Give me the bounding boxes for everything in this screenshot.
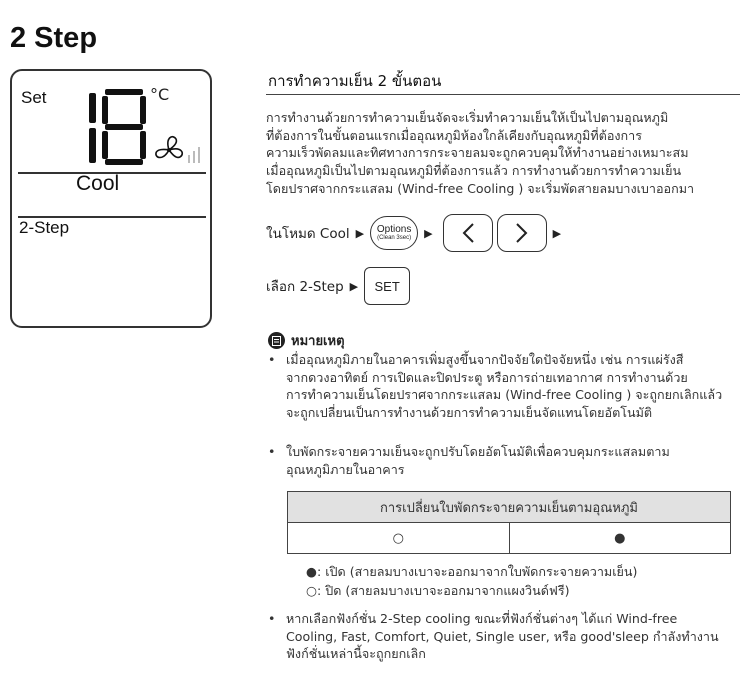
intro-line: การทำงานด้วยการทำความเย็นจัดจะเริ่มทำความเย็นให้เป็นไปตามอุณหภูมิ — [266, 110, 669, 125]
bullet-line: จะถูกเปลี่ยนเป็นการทำงานด้วยการทำความเย็นจัดแทนโดยอัตโนมัติ — [286, 404, 653, 420]
note-bullet — [268, 351, 746, 421]
note-heading-text: หมายเหตุ — [291, 334, 345, 349]
intro-line: โดยปราศจากกระแสลม (Wind-free Cooling ) จะเริ่มพัดสายลมบางเบาออกมา — [266, 180, 695, 196]
left-button[interactable] — [443, 214, 493, 252]
legend-off: ○: ปิด (สายลมบางเบาจะออกมาจากแผงวินด์ฟรี) — [306, 583, 570, 598]
note-bullet — [268, 610, 746, 663]
options-button-sublabel: (Clean 3sec) — [377, 235, 412, 241]
vane-table-header: การเปลี่ยนใบพัดกระจายความเย็นตามอุณหภูมิ — [288, 492, 731, 523]
step-row-2 — [266, 267, 410, 305]
options-button[interactable] — [370, 216, 418, 250]
bullet-line: จากดวงอาทิตย์ การเปิดและปิดประตู หรือการถ่ายเทอากาศ การทำงานด้วย — [286, 369, 688, 385]
arrow-right-icon: ▶ — [424, 226, 433, 240]
legend-on: ●: เปิด (สายลมบางเบาจะออกมาจากใบพัดกระจายความเย็น) — [306, 564, 638, 579]
bullet-line: ใบพัดกระจายความเย็นจะถูกปรับโดยอัตโนมัติเพื่อควบคุมกระแสลมตาม — [286, 444, 670, 459]
intro-paragraph — [266, 109, 748, 198]
remote-display-panel — [10, 69, 212, 328]
bullet-dot-icon: • — [268, 444, 276, 459]
legend — [306, 562, 637, 600]
bullet-line: เมื่ออุณหภูมิภายในอาคารเพิ่มสูงขึ้นจากปัจจัยใดปัจจัยหนึ่ง เช่น การแผ่รังสี — [286, 352, 684, 367]
chevron-left-icon — [461, 222, 475, 244]
note-bullet — [268, 443, 746, 478]
note-icon — [268, 332, 285, 349]
right-button[interactable] — [497, 214, 547, 252]
step-row-2-label: เลือก 2-Step — [266, 279, 344, 295]
arrow-right-icon: ▶ — [355, 226, 365, 240]
arrow-right-icon: ▶ — [552, 226, 562, 240]
temperature-unit: °C — [150, 85, 170, 104]
set-button[interactable]: SET — [364, 267, 410, 305]
vane-table-cell-off: ○ — [288, 523, 510, 554]
temperature-digits — [82, 71, 152, 171]
section-divider — [266, 94, 740, 95]
page-title: 2 Step — [10, 22, 98, 54]
section-title: การทำความเย็น 2 ขั้นตอน — [268, 72, 442, 90]
bullet-line: อุณหภูมิภายในอาคาร — [286, 461, 405, 477]
bullet-line: Cooling, Fast, Comfort, Quiet, Single user, หรือ good'sleep กำลังทำงาน — [286, 628, 719, 644]
fan-icon — [151, 131, 203, 169]
display-step-label: 2-Step — [19, 218, 70, 237]
bullet-dot-icon: • — [268, 352, 276, 367]
bullet-line: หากเลือกฟังก์ชั่น 2-Step cooling ขณะที่ฟังก์ชั่นต่างๆ ได้แก่ Wind-free — [286, 611, 678, 626]
vane-table-cell-on: ● — [509, 523, 731, 554]
arrow-right-icon: ▶ — [349, 279, 359, 293]
intro-line: ความเร็วพัดลมและทิศทางการกระจายลมจะถูกควบคุมให้ทำงานอย่างเหมาะสม — [266, 145, 689, 161]
bullet-line: ฟังก์ชั่นเหล่านี้จะถูกยกเลิก — [286, 646, 426, 661]
step-row-1-label: ในโหมด Cool — [266, 226, 350, 242]
display-set-label: Set — [21, 88, 47, 107]
chevron-right-icon — [515, 222, 529, 244]
bullet-line: การทำความเย็นโดยปราศจากกระแสลม (Wind-free Cooling ) จะถูกยกเลิกแล้ว — [286, 387, 723, 402]
intro-line: เมื่ออุณหภูมิเป็นไปตามอุณหภูมิที่ต้องการแล้ว การทำงานด้วยการทำความเย็น — [266, 163, 682, 179]
options-button-label: Options — [376, 224, 412, 235]
display-mode-label: Cool — [76, 172, 120, 195]
intro-line: ที่ต้องการในขั้นตอนแรกเมื่ออุณหภูมิห้องใกล้เคียงกับอุณหภูมิที่ต้องการ — [266, 127, 642, 143]
step-row-1 — [266, 214, 567, 252]
bullet-dot-icon: • — [268, 611, 276, 626]
vane-table — [287, 491, 731, 554]
note-heading — [268, 330, 345, 351]
